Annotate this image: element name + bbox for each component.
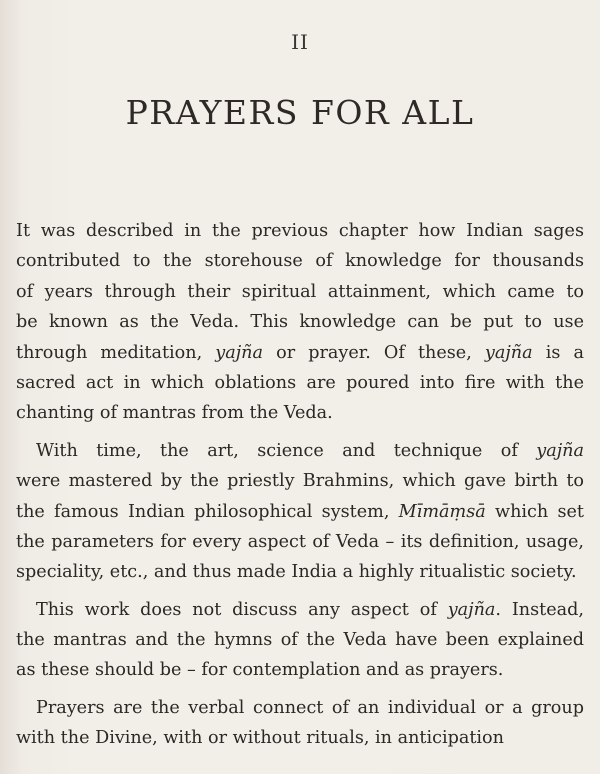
text-segment: is a — [532, 342, 584, 363]
text-segment: through meditation, — [16, 342, 216, 363]
text-segment: . Instead, — [495, 599, 584, 620]
text-line: contributed to the storehouse of knowledge for thousands — [16, 251, 584, 272]
text-segment: which set — [485, 501, 584, 522]
text-line: sacred act in which oblations are poured into fire with the — [16, 372, 584, 393]
chapter-title: PRAYERS FOR ALL — [125, 93, 475, 132]
text-line: the parameters for every aspect of Veda – its definition, usage, — [16, 531, 584, 552]
text-line: Prayers are the verbal connect of an individual or a group — [36, 697, 584, 718]
paragraph-gap — [16, 429, 584, 436]
text-segment: or prayer. Of these, — [263, 342, 485, 363]
text-line — [16, 338, 584, 368]
text-segment: the famous Indian philosophical system, — [16, 501, 399, 522]
chapter-number: II — [291, 30, 309, 54]
italic-term: yajña — [215, 342, 264, 363]
paragraph-gap — [16, 686, 584, 693]
italic-term: Mīmāṃsā — [398, 501, 486, 522]
paragraph — [16, 693, 584, 754]
italic-term: yajña — [447, 599, 496, 620]
text-segment: This work does not discuss any aspect of — [36, 599, 448, 620]
paragraph — [16, 436, 584, 588]
text-line — [16, 497, 584, 527]
text-segment: With time, the art, science and technique of — [36, 440, 537, 461]
text-line: of years through their spiritual attainment, which came to — [16, 281, 584, 302]
italic-term: yajña — [484, 342, 533, 363]
text-line: the mantras and the hymns of the Veda have been explained — [16, 630, 584, 651]
chapter-body — [16, 216, 584, 754]
text-line: be known as the Veda. This knowledge can be put to use — [16, 312, 584, 333]
text-line: with the Divine, with or without rituals, in anticipation — [16, 728, 504, 749]
text-line: as these should be – for contemplation and as prayers. — [16, 660, 504, 681]
text-line: chanting of mantras from the Veda. — [16, 403, 333, 424]
paragraph — [16, 216, 584, 429]
paragraph — [16, 595, 584, 686]
text-line: It was described in the previous chapter how Indian sages — [16, 221, 584, 241]
italic-term: yajña — [536, 440, 584, 461]
text-line: were mastered by the priestly Brahmins, which gave birth to — [16, 471, 584, 492]
text-line — [16, 595, 584, 625]
text-line: speciality, etc., and thus made India a highly ritualistic society. — [16, 562, 577, 583]
text-line — [16, 436, 584, 466]
paragraph-gap — [16, 588, 584, 595]
